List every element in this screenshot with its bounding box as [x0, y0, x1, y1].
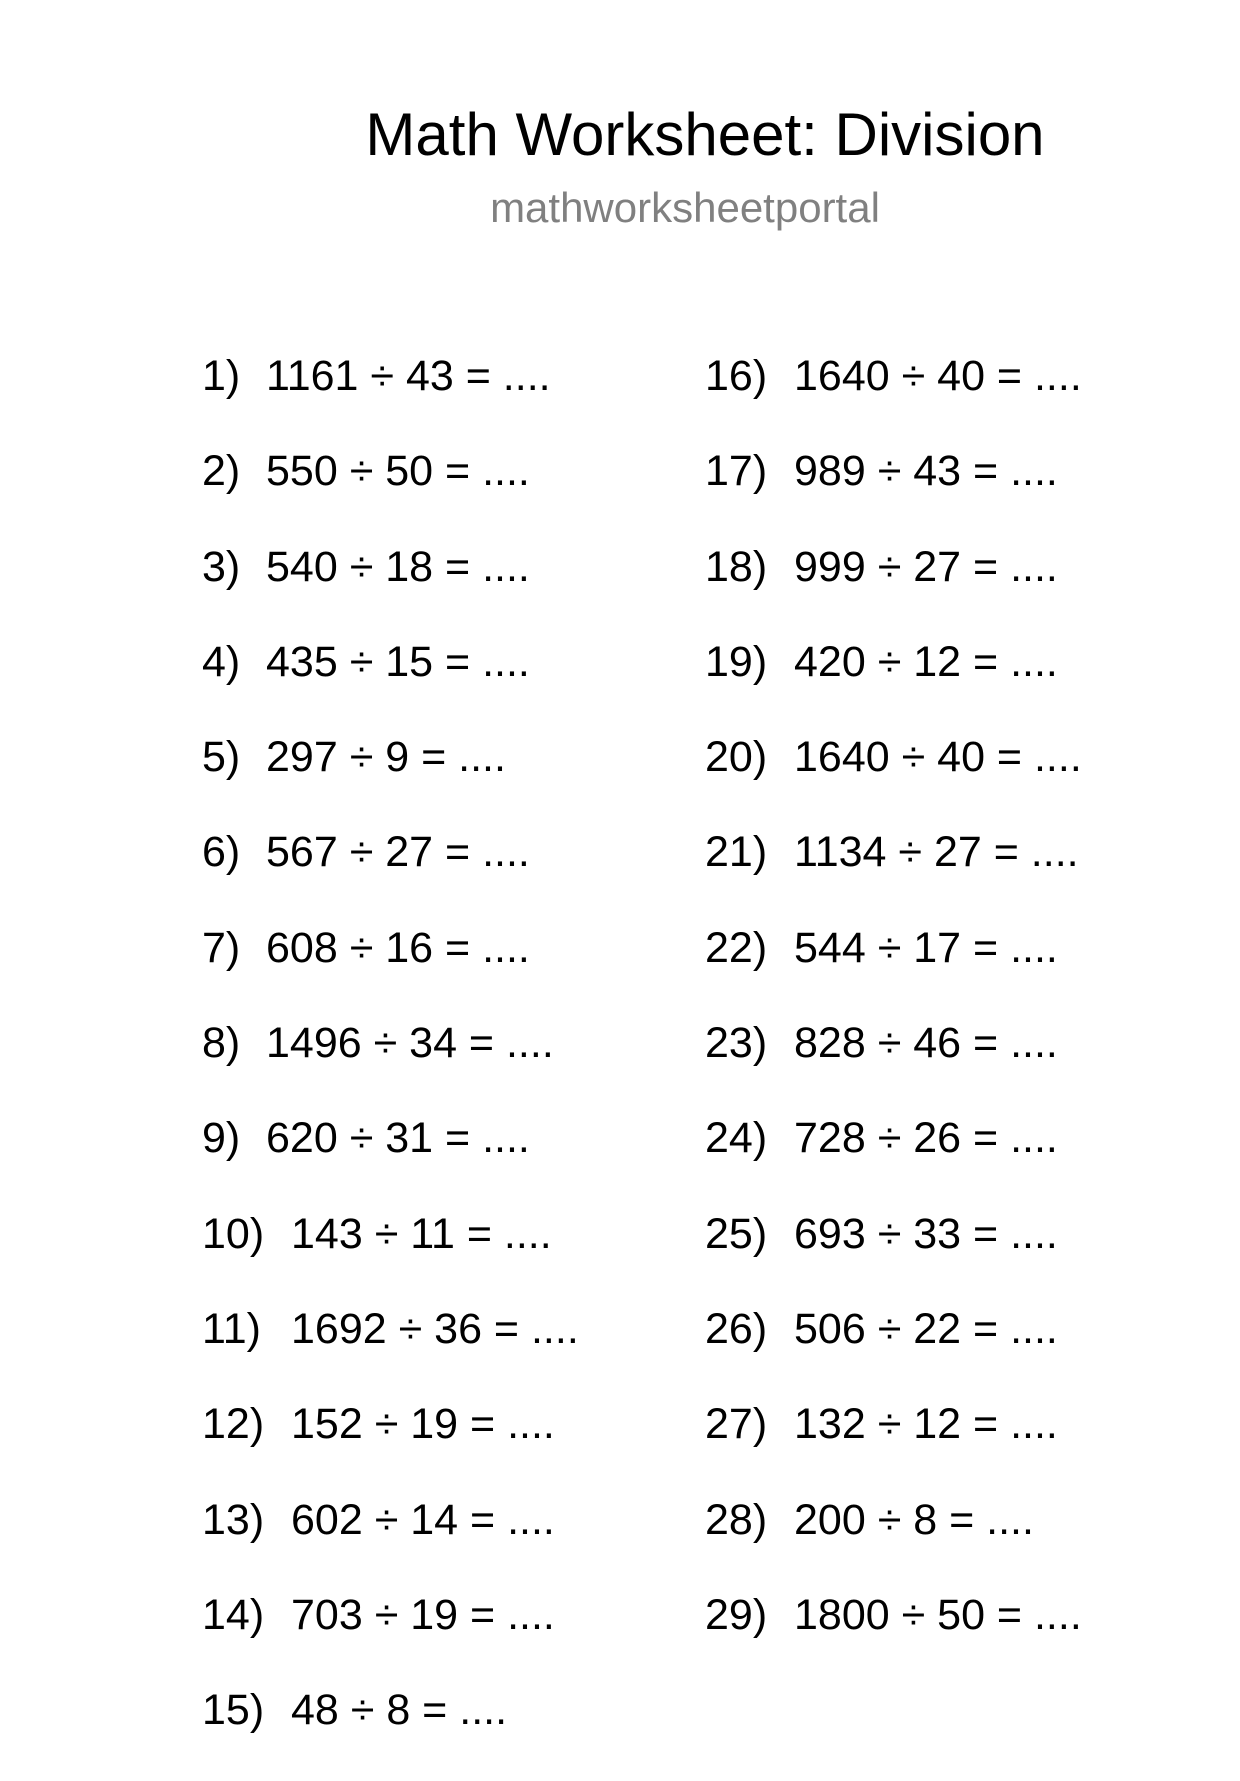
problem-number: 28): [705, 1495, 768, 1544]
problem-number: 6): [202, 828, 241, 877]
problem-number: 1): [202, 352, 241, 400]
problem-number: 8): [202, 1019, 241, 1068]
problem-number: 11): [202, 1304, 261, 1353]
problem-expression: 703 ÷ 19 = ....: [291, 1590, 555, 1639]
problem-number: 26): [705, 1304, 768, 1353]
problem-expression: 1692 ÷ 36 = ....: [291, 1304, 579, 1353]
problem-item: [202, 828, 579, 923]
problem-expression: 567 ÷ 27 = ....: [266, 828, 530, 877]
problem-expression: 550 ÷ 50 = ....: [266, 447, 530, 496]
problem-expression: 132 ÷ 12 = ....: [794, 1400, 1058, 1449]
problem-item: [705, 1019, 1082, 1114]
problem-number: 9): [202, 1114, 241, 1163]
problem-item: [202, 1686, 579, 1781]
problem-number: 21): [705, 828, 768, 877]
problem-number: 5): [202, 733, 241, 782]
problem-column-left: [202, 352, 579, 1781]
problem-item: [202, 352, 579, 447]
problem-item: [705, 352, 1082, 447]
problem-item: [705, 924, 1082, 1019]
problem-column-right: [705, 352, 1082, 1686]
worksheet-title: Math Worksheet: Division: [365, 101, 1045, 168]
problem-expression: 989 ÷ 43 = ....: [794, 447, 1058, 496]
problem-expression: 602 ÷ 14 = ....: [291, 1495, 555, 1544]
problem-number: 18): [705, 542, 768, 591]
problem-expression: 435 ÷ 15 = ....: [266, 637, 530, 686]
problem-item: [202, 924, 579, 1019]
problem-expression: 1640 ÷ 40 = ....: [794, 352, 1082, 400]
problem-number: 24): [705, 1114, 768, 1163]
problem-number: 10): [202, 1209, 265, 1258]
problem-item: [202, 543, 579, 638]
problem-number: 3): [202, 542, 241, 591]
problem-expression: 48 ÷ 8 = ....: [291, 1686, 508, 1735]
problem-item: [705, 1591, 1082, 1686]
problem-expression: 728 ÷ 26 = ....: [794, 1114, 1058, 1163]
problem-item: [202, 447, 579, 542]
problem-expression: 540 ÷ 18 = ....: [266, 542, 530, 591]
problem-item: [705, 1305, 1082, 1400]
problem-item: [202, 1019, 579, 1114]
problem-expression: 297 ÷ 9 = ....: [266, 733, 506, 782]
problem-item: [202, 1400, 579, 1495]
problem-expression: 143 ÷ 11 = ....: [291, 1209, 552, 1258]
problem-number: 27): [705, 1400, 768, 1449]
problem-item: [705, 638, 1082, 733]
problem-number: 16): [705, 352, 768, 400]
problem-item: [705, 1400, 1082, 1495]
problem-item: [202, 733, 579, 828]
problem-number: 20): [705, 733, 768, 782]
problem-expression: 1161 ÷ 43 = ....: [266, 352, 551, 400]
problem-expression: 608 ÷ 16 = ....: [266, 923, 530, 972]
worksheet-source: mathworksheetportal: [490, 184, 880, 231]
problem-item: [705, 1210, 1082, 1305]
problem-expression: 506 ÷ 22 = ....: [794, 1304, 1058, 1353]
problem-number: 2): [202, 447, 241, 496]
problem-item: [202, 638, 579, 733]
problem-expression: 828 ÷ 46 = ....: [794, 1019, 1058, 1068]
problem-number: 15): [202, 1686, 265, 1735]
problem-item: [202, 1591, 579, 1686]
problem-expression: 544 ÷ 17 = ....: [794, 923, 1058, 972]
problem-expression: 620 ÷ 31 = ....: [266, 1114, 530, 1163]
problem-expression: 999 ÷ 27 = ....: [794, 542, 1058, 591]
problem-item: [705, 828, 1082, 923]
problem-expression: 693 ÷ 33 = ....: [794, 1209, 1058, 1258]
problem-item: [202, 1305, 579, 1400]
problem-item: [202, 1210, 579, 1305]
problem-number: 7): [202, 923, 241, 972]
problem-number: 14): [202, 1590, 265, 1639]
problem-item: [202, 1114, 579, 1209]
problem-number: 4): [202, 637, 241, 686]
problem-item: [705, 447, 1082, 542]
problem-number: 17): [705, 447, 768, 496]
problem-number: 22): [705, 923, 768, 972]
problem-expression: 1134 ÷ 27 = ....: [794, 828, 1079, 877]
problem-expression: 1640 ÷ 40 = ....: [794, 733, 1082, 782]
problem-number: 19): [705, 637, 768, 686]
problem-item: [705, 543, 1082, 638]
problem-expression: 200 ÷ 8 = ....: [794, 1495, 1034, 1544]
problem-number: 25): [705, 1209, 768, 1258]
problem-expression: 420 ÷ 12 = ....: [794, 637, 1058, 686]
problem-number: 23): [705, 1019, 768, 1068]
problem-number: 12): [202, 1400, 265, 1449]
problem-number: 13): [202, 1495, 265, 1544]
problem-expression: 1496 ÷ 34 = ....: [266, 1019, 554, 1068]
problem-expression: 152 ÷ 19 = ....: [291, 1400, 555, 1449]
problem-number: 29): [705, 1590, 768, 1639]
problem-expression: 1800 ÷ 50 = ....: [794, 1590, 1082, 1639]
problem-item: [705, 1114, 1082, 1209]
problem-item: [705, 733, 1082, 828]
problem-item: [705, 1496, 1082, 1591]
problem-item: [202, 1496, 579, 1591]
